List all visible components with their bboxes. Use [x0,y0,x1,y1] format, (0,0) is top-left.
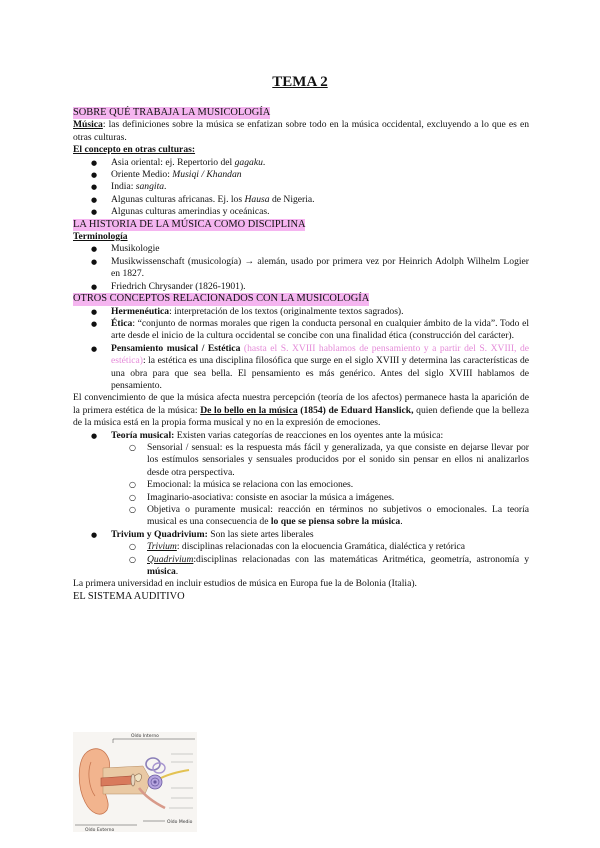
paragraph-hanslick: El convencimiento de que la música afecta nuestra percepción (teoría de los afectos) permanece hasta la aparición de la primera estética de la música: De lo bello en la música (1854) de Eduard Hanslick, quien defiende que la belleza de la música está en la propia forma musical y no en la expresión de emociones. [73,392,529,429]
section-heading-musicologia: SOBRE QUÉ TRABAJA LA MUSICOLOGÍA [73,107,271,118]
list-item: ● Algunas culturas africanas. Ej. los Hausa de Nigeria. [109,194,529,206]
list-terminologia [73,243,529,293]
sublist-item: ○ Sensorial / sensual: es la respuesta más fácil y generalizada, ya que consiste en dejarse llevar por los estímulos sensoriales y sensuales producidos por el sonido sin pensar en ellos ni analizarlos desde otra perspectiva. [147,442,529,479]
list-item: ● Musikologie [109,243,529,255]
list-item: ● Algunas culturas amerindias y oceánicas. [109,206,529,218]
sublist-item: ○ Objetiva o puramente musical: reacción en términos no subjetivos o emocionales. La teoría musical es una consecuencia de lo que se piensa sobre la música. [147,504,529,529]
label-oido-externo: Oído Externo [85,828,115,832]
ear-canal [101,776,133,786]
label-oido-interno: Oído Interno [131,734,159,739]
label-oido-medio: Oído Medio [167,820,193,825]
eardrum [131,774,135,786]
sublist-item: ○ Emocional: la música se relaciona con las emociones. [147,479,529,491]
section-heading-historia: LA HISTORIA DE LA MÚSICA COMO DISCIPLINA [73,218,306,230]
list-conceptos [73,306,529,393]
subheading-terminologia: Terminología [73,231,128,243]
ear-anatomy-figure [73,732,197,832]
paragraph-musica: Música: las definiciones sobre la música se enfatizan sobre todo en la música occidental, excluyendo a lo que es en otras culturas. [73,119,529,143]
list-item-trivium: ● Trivium y Quadrivium: Son las siete artes liberales ○ Trivium: disciplinas relacionadas con la elocuencia Gramática, dialéctica y retórica ○ Quadrivium:disciplinas relacionadas con las matemáticas Aritmética, geometría, astronomía y música. [109,529,529,579]
section-heading-sistema-auditivo: EL SISTEMA AUDITIVO [73,590,185,602]
sublist-item: ○ Imaginario-asociativa: consiste en asociar la música a imágenes. [147,492,529,504]
sublist-reacciones [111,442,529,529]
list-item: ● India: sangita. [109,181,529,193]
sublist-artes [111,541,529,578]
list-item: ● Oriente Medio: Musiqi / Khandan [109,169,529,181]
paragraph-bolonia: La primera universidad en incluir estudios de música en Europa fue la de Bolonia (Italia). [73,578,417,590]
list-item-pensamiento: ● Pensamiento musical / Estética (hasta el S. XVIII hablamos de pensamiento y a partir del S. XVIII, de estética): la estética es una disciplina filosófica que surge en el siglo XVIII y determina las características de una obra para que sea bella. El pensamiento es más genérico. Antes del siglo XVIII hablamos de pensamiento. [109,343,529,393]
list-culturas [73,157,529,219]
sublist-item: ○ Trivium: disciplinas relacionadas con la elocuencia Gramática, dialéctica y retórica [147,541,529,553]
list-item-hermeneutica: ● Hermenéutica: interpretación de los textos (originalmente textos sagrados). [109,306,529,318]
subheading-otras-culturas: El concepto en otras culturas: [73,144,196,156]
page-title: TEMA 2 [272,74,328,90]
list-item-etica: ● Ética: “conjunto de normas morales que rigen la conducta personal en cualquier ámbito de la vida”. Todo el arte desde el inicio de la cultura occidental se concibe con una finalidad ética (construcción del carácter). [109,318,529,343]
list-item: ● Musikwissenschaft (musicología) → alemán, usado por primera vez por Heinrich Adolph Wilhelm Logier en 1827. [109,256,529,281]
ear-diagram [73,732,197,832]
section-heading-conceptos: OTROS CONCEPTOS RELACIONADOS CON LA MUSICOLOGÍA [73,293,370,305]
sublist-item: ○ Quadrivium:disciplinas relacionadas con las matemáticas Aritmética, geometría, astronomía y música. [147,554,529,579]
list-item-teoria-musical: ● Teoría musical: Existen varias categorías de reacciones en los oyentes ante la música: ○ Sensorial / sensual: es la respuesta más fácil y generalizada, ya que consiste en dejarse llevar por los estímulos sensoriales y sensuales producidos por el sonido sin pensar en ellos ni analizarlos desde otra perspectiva. ○ Emocional: la música se relaciona con las emociones. ○ Imaginario-asociativa: consiste en asociar la música a imágenes. ○ Objetiva o puramente musical: reacción en términos no subjetivos o emocionales. La teoría musical es una consecuencia de lo que se piensa sobre la música. [109,430,529,529]
list-item: ● Friedrich Chrysander (1826-1901). [109,281,529,293]
list-teoria [73,430,529,579]
document-body [73,107,529,603]
list-item: ● Asia oriental: ej. Repertorio del gagaku. [109,157,529,169]
